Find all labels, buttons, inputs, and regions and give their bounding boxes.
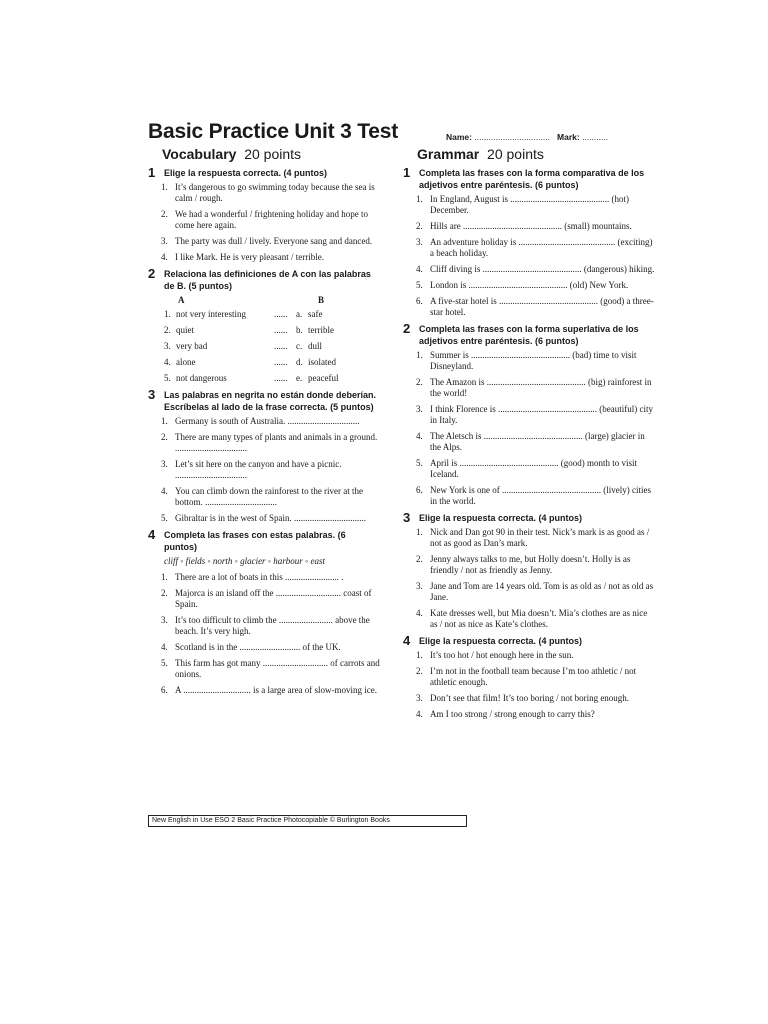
list-item: 3. Let’s sit here on the canyon and have a picnic. ................................: [161, 459, 342, 480]
exercise-number: 1: [403, 165, 411, 180]
list-item: 1. Germany is south of Australia. ................................: [161, 416, 360, 426]
exercise-number: 3: [403, 510, 411, 525]
list-item: 5. This farm has got many ............................. of carrots and onions.: [161, 658, 380, 679]
exercise-instruction: Completa las frases con la forma comparativa de los adjetivos entre paréntesis. (6 puntos): [419, 168, 645, 190]
vocab-exercise-2: [148, 268, 380, 384]
list-item: 3. I think Florence is ............................................ (beautiful) city in Italy.: [416, 404, 653, 425]
name-label: Name:: [446, 132, 472, 142]
exercise-instruction: Completa las frases con la forma superlativa de los adjetivos entre paréntesis. (6 puntos): [419, 324, 639, 346]
list-item: 1. Nick and Dan got 90 in their test. Nick’s mark is as good as / not as good as Dan’s mark.: [416, 527, 650, 548]
list-item: 4. I like Mark. He is very pleasant / terrible.: [161, 252, 324, 262]
match-header: A B: [178, 295, 325, 305]
match-row: 4. alone ...... d. isolated: [164, 357, 336, 367]
word-bank: cliff ◦ fields ◦ north ◦ glacier ◦ harbour ◦ east: [164, 556, 325, 566]
list-item: 1. It’s dangerous to go swimming today because the sea is calm / rough.: [161, 182, 375, 203]
list-item: 2. Jenny always talks to me, but Holly doesn’t. Holly is as friendly / not as friendly as Jenny.: [416, 554, 631, 575]
list-item: 3. It’s too difficult to climb the ........................ above the beach. It’s very high.: [161, 615, 370, 636]
list-item: 4. Am I too strong / strong enough to carry this?: [416, 709, 595, 719]
list-item: 4. The Aletsch is ............................................ (large) glacier in the Alps.: [416, 431, 645, 452]
vocabulary-heading: Vocabulary 20 points: [162, 146, 302, 162]
list-item: 1. In England, August is ............................................ (hot) December.: [416, 194, 629, 215]
list-item: 2. Majorca is an island off the ............................. coast of Spain.: [161, 588, 372, 609]
list-item: 4. Kate dresses well, but Mia doesn’t. Mia’s clothes are as nice as / not as nice as Kate’s clothes.: [416, 608, 648, 629]
list-item: 6. A five-star hotel is ............................................ (good) a three-star hotel.: [416, 296, 654, 317]
exercise-number: 2: [403, 321, 411, 336]
exercise-instruction: Completa las frases con estas palabras. (6 puntos): [164, 530, 346, 552]
list-item: 1. Summer is ............................................ (bad) time to visit Disneyland.: [416, 350, 637, 371]
exercise-number: 4: [403, 633, 411, 648]
match-row: 2. quiet ...... b. terrible: [164, 325, 334, 335]
page-title: Basic Practice Unit 3 Test: [148, 120, 399, 143]
match-row: 3. very bad ...... c. dull: [164, 341, 323, 351]
vocab-exercise-1: [148, 167, 380, 263]
mark-label: Mark:: [557, 132, 580, 142]
match-row: 1. not very interesting ...... a. safe: [164, 309, 323, 319]
list-item: 3. Don’t see that film! It’s too boring / not boring enough.: [416, 693, 630, 703]
list-item: 5. Gibraltar is in the west of Spain. ................................: [161, 513, 366, 523]
mark-dots: ...........: [582, 132, 609, 142]
grammar-heading: Grammar 20 points: [417, 146, 544, 162]
grammar-column: [403, 146, 655, 725]
match-row: 5. not dangerous ...... e. peaceful: [164, 373, 339, 383]
list-item: 5. April is ............................................ (good) month to visit Iceland.: [416, 458, 637, 479]
list-item: 4. You can climb down the rainforest to the river at the bottom. ................................: [161, 486, 364, 507]
list-item: 6. New York is one of ............................................ (lively) cities in the world.: [416, 485, 651, 506]
vocab-exercise-4: [148, 529, 380, 696]
exercise-instruction: Relaciona las definiciones de A con las palabras de B. (5 puntos): [164, 269, 371, 291]
exercise-number: 2: [148, 266, 156, 281]
exercise-instruction: Elige la respuesta correcta. (4 puntos): [419, 636, 583, 646]
list-item: 1. It’s too hot / hot enough here in the sun.: [416, 650, 574, 660]
list-item: 2. Hills are ............................................ (small) mountains.: [416, 221, 632, 231]
list-item: 2. I’m not in the football team because I’m too athletic / not athletic enough.: [416, 666, 637, 687]
exercise-number: 3: [148, 387, 156, 402]
grammar-exercise-3: [403, 512, 655, 630]
exercise-number: 1: [148, 165, 156, 180]
list-item: 2. There are many types of plants and animals in a ground. ................................: [161, 432, 378, 453]
list-item: 3. The party was dull / lively. Everyone sang and danced.: [161, 236, 373, 246]
exercise-instruction: Las palabras en negrita no están donde deberían. Escríbelas al lado de la frase correcta. (5 puntos): [164, 390, 377, 412]
footer-credit: New English in Use ESO 2 Basic Practice Photocopiable © Burlington Books: [148, 815, 467, 827]
vocab-exercise-3: [148, 389, 380, 524]
grammar-exercise-4: [403, 635, 655, 720]
list-item: 6. A .............................. is a large area of slow-moving ice.: [161, 685, 378, 695]
grammar-exercise-2: [403, 323, 655, 507]
name-dots: ................................: [474, 132, 550, 142]
list-item: 3. Jane and Tom are 14 years old. Tom is as old as / not as old as Jane.: [416, 581, 654, 602]
list-item: 4. Cliff diving is ............................................ (dangerous) hiking.: [416, 264, 655, 274]
list-item: 3. An adventure holiday is ........................................... (exciting) a beach holiday.: [416, 237, 653, 258]
vocabulary-column: [148, 146, 380, 701]
list-item: 1. There are a lot of boats in this ........................ .: [161, 572, 344, 582]
list-item: 2. The Amazon is ............................................ (big) rainforest in the world!: [416, 377, 652, 398]
list-item: 4. Scotland is in the ........................... of the UK.: [161, 642, 341, 652]
exercise-number: 4: [148, 527, 156, 542]
name-mark-fields: [446, 132, 608, 142]
grammar-exercise-1: [403, 167, 655, 318]
list-item: 2. We had a wonderful / frightening holiday and hope to come here again.: [161, 209, 368, 230]
exercise-instruction: Elige la respuesta correcta. (4 puntos): [164, 168, 328, 178]
exercise-instruction: Elige la respuesta correcta. (4 puntos): [419, 513, 583, 523]
list-item: 5. London is ............................................ (old) New York.: [416, 280, 629, 290]
